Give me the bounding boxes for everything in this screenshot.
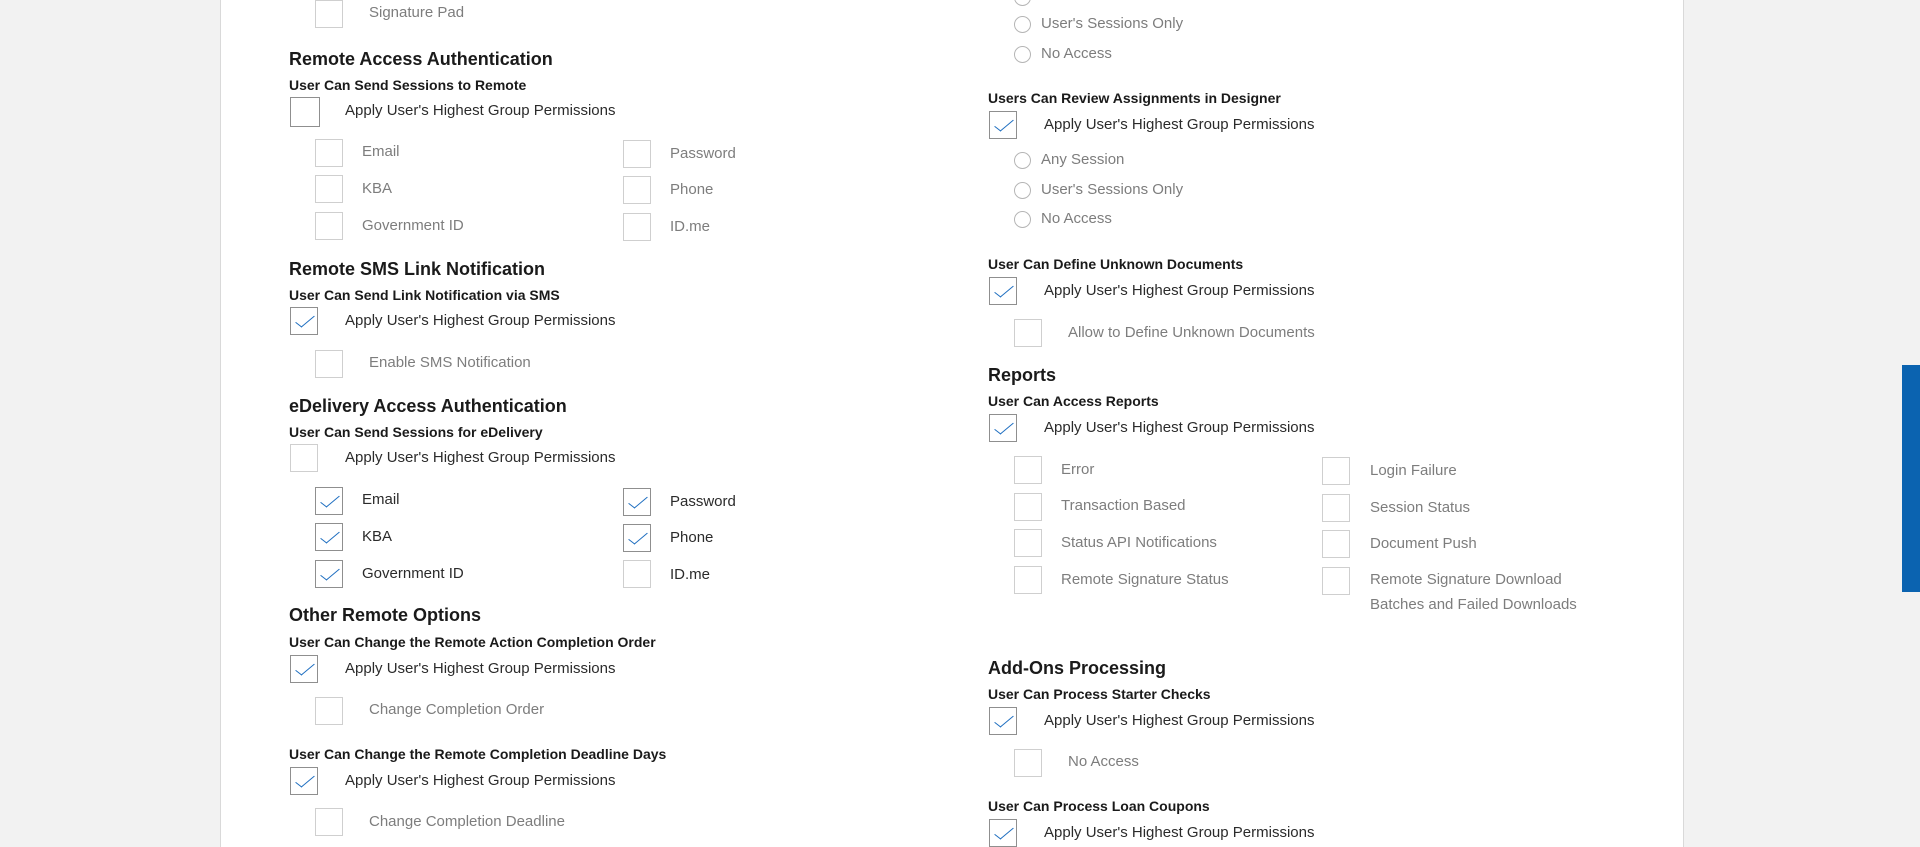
edelivery-kba-label: KBA <box>362 528 393 545</box>
report-status-api-label: Status API Notifications <box>1061 534 1217 551</box>
report-session-status-label: Session Status <box>1370 499 1471 516</box>
review-no-access-radio[interactable] <box>1014 211 1031 228</box>
report-remote-signature-status-checkbox[interactable] <box>1014 566 1042 594</box>
top-users-sessions-label: User's Sessions Only <box>1041 15 1184 32</box>
remote-access-phone-checkbox[interactable] <box>623 176 651 204</box>
reports-subtitle: User Can Access Reports <box>988 393 1159 409</box>
enable-sms-label: Enable SMS Notification <box>369 354 531 371</box>
allow-unknown-docs-label: Allow to Define Unknown Documents <box>1068 324 1315 341</box>
review-assignments-subtitle: Users Can Review Assignments in Designer <box>988 90 1281 106</box>
remote-access-kba-checkbox[interactable] <box>315 175 343 203</box>
loan-coupons-apply-label: Apply User's Highest Group Permissions <box>1044 824 1315 841</box>
report-remote-signature-download-label: Remote Signature Download Batches and Failed Downloads <box>1370 571 1577 613</box>
remote-access-password-checkbox[interactable] <box>623 140 651 168</box>
remote-sms-subtitle: User Can Send Link Notification via SMS <box>289 287 560 303</box>
starter-checks-no-access-checkbox[interactable] <box>1014 749 1042 777</box>
edelivery-govid-checkbox[interactable] <box>315 560 343 588</box>
edelivery-apply-label: Apply User's Highest Group Permissions <box>345 449 616 466</box>
edelivery-phone-label: Phone <box>670 529 714 546</box>
any-session-radio[interactable] <box>1014 152 1031 169</box>
remote-access-apply-label: Apply User's Highest Group Permissions <box>345 102 616 119</box>
other-remote-title: Other Remote Options <box>289 605 482 625</box>
change-completion-order-label: Change Completion Order <box>369 701 545 718</box>
change-completion-deadline-label: Change Completion Deadline <box>369 813 565 830</box>
edelivery-title: eDelivery Access Authentication <box>289 396 567 416</box>
report-document-push-label: Document Push <box>1370 535 1477 552</box>
edelivery-email-checkbox[interactable] <box>315 487 343 515</box>
completion-order-apply-checkbox[interactable] <box>290 655 318 683</box>
remote-sms-apply-checkbox[interactable] <box>290 307 318 335</box>
edelivery-phone-checkbox[interactable] <box>623 524 651 552</box>
reports-apply-checkbox[interactable] <box>989 414 1017 442</box>
report-error-label: Error <box>1061 461 1095 478</box>
remote-access-email-checkbox[interactable] <box>315 139 343 167</box>
scrollbar-thumb[interactable] <box>1902 365 1920 592</box>
remote-access-govid-label: Government ID <box>362 217 464 234</box>
remote-access-kba-label: KBA <box>362 180 393 197</box>
signature-pad-label: Signature Pad <box>369 4 465 21</box>
remote-sms-apply-label: Apply User's Highest Group Permissions <box>345 312 616 329</box>
review-assignments-apply-label: Apply User's Highest Group Permissions <box>1044 116 1315 133</box>
starter-checks-apply-checkbox[interactable] <box>989 707 1017 735</box>
review-assignments-apply-checkbox[interactable] <box>989 111 1017 139</box>
loan-coupons-apply-checkbox[interactable] <box>989 819 1017 847</box>
report-login-failure-label: Login Failure <box>1370 462 1457 479</box>
report-transaction-label: Transaction Based <box>1061 497 1186 514</box>
report-remote-signature-download-checkbox[interactable] <box>1322 567 1350 595</box>
completion-order-subtitle: User Can Change the Remote Action Completion Order <box>289 634 656 650</box>
remote-access-phone-label: Phone <box>670 181 714 198</box>
edelivery-email-label: Email <box>362 491 400 508</box>
starter-checks-apply-label: Apply User's Highest Group Permissions <box>1044 712 1315 729</box>
report-document-push-checkbox[interactable] <box>1322 530 1350 558</box>
report-session-status-checkbox[interactable] <box>1322 494 1350 522</box>
remote-access-apply-checkbox[interactable] <box>290 97 320 127</box>
remote-access-govid-checkbox[interactable] <box>315 212 343 240</box>
change-completion-order-checkbox[interactable] <box>315 697 343 725</box>
starter-checks-no-access-label: No Access <box>1068 753 1139 770</box>
report-login-failure-checkbox[interactable] <box>1322 457 1350 485</box>
report-remote-signature-status-label: Remote Signature Status <box>1061 571 1229 588</box>
completion-deadline-subtitle: User Can Change the Remote Completion Deadline Days <box>289 746 667 762</box>
edelivery-idme-checkbox[interactable] <box>623 560 651 588</box>
remote-sms-title: Remote SMS Link Notification <box>289 259 546 279</box>
review-no-access-label: No Access <box>1041 210 1112 227</box>
unknown-docs-apply-label: Apply User's Highest Group Permissions <box>1044 282 1315 299</box>
report-status-api-checkbox[interactable] <box>1014 529 1042 557</box>
reports-title: Reports <box>988 365 1057 385</box>
loan-coupons-subtitle: User Can Process Loan Coupons <box>988 798 1210 814</box>
edelivery-kba-checkbox[interactable] <box>315 523 343 551</box>
remote-access-title: Remote Access Authentication <box>289 49 553 69</box>
top-no-access-label: No Access <box>1041 45 1112 62</box>
review-users-sessions-radio[interactable] <box>1014 182 1031 199</box>
unknown-docs-subtitle: User Can Define Unknown Documents <box>988 256 1244 272</box>
starter-checks-subtitle: User Can Process Starter Checks <box>988 686 1211 702</box>
report-error-checkbox[interactable] <box>1014 456 1042 484</box>
top-users-sessions-radio[interactable] <box>1014 16 1031 33</box>
report-transaction-checkbox[interactable] <box>1014 493 1042 521</box>
completion-deadline-apply-label: Apply User's Highest Group Permissions <box>345 772 616 789</box>
any-session-label: Any Session <box>1041 151 1125 168</box>
edelivery-subtitle: User Can Send Sessions for eDelivery <box>289 424 543 440</box>
review-users-sessions-label: User's Sessions Only <box>1041 181 1184 198</box>
top-no-access-radio[interactable] <box>1014 46 1031 63</box>
addons-title: Add-Ons Processing <box>988 658 1167 678</box>
allow-unknown-docs-checkbox[interactable] <box>1014 319 1042 347</box>
edelivery-password-label: Password <box>670 493 736 510</box>
remote-access-idme-label: ID.me <box>670 218 711 235</box>
remote-access-email-label: Email <box>362 143 400 160</box>
completion-order-apply-label: Apply User's Highest Group Permissions <box>345 660 616 677</box>
enable-sms-checkbox[interactable] <box>315 350 343 378</box>
unknown-docs-apply-checkbox[interactable] <box>989 277 1017 305</box>
edelivery-apply-checkbox[interactable] <box>290 444 318 472</box>
remote-access-subtitle: User Can Send Sessions to Remote <box>289 77 527 93</box>
remote-access-password-label: Password <box>670 145 736 162</box>
edelivery-password-checkbox[interactable] <box>623 488 651 516</box>
reports-apply-label: Apply User's Highest Group Permissions <box>1044 419 1315 436</box>
edelivery-idme-label: ID.me <box>670 566 711 583</box>
edelivery-govid-label: Government ID <box>362 565 464 582</box>
signature-pad-checkbox[interactable] <box>315 0 343 28</box>
completion-deadline-apply-checkbox[interactable] <box>290 767 318 795</box>
remote-access-idme-checkbox[interactable] <box>623 213 651 241</box>
change-completion-deadline-checkbox[interactable] <box>315 808 343 836</box>
